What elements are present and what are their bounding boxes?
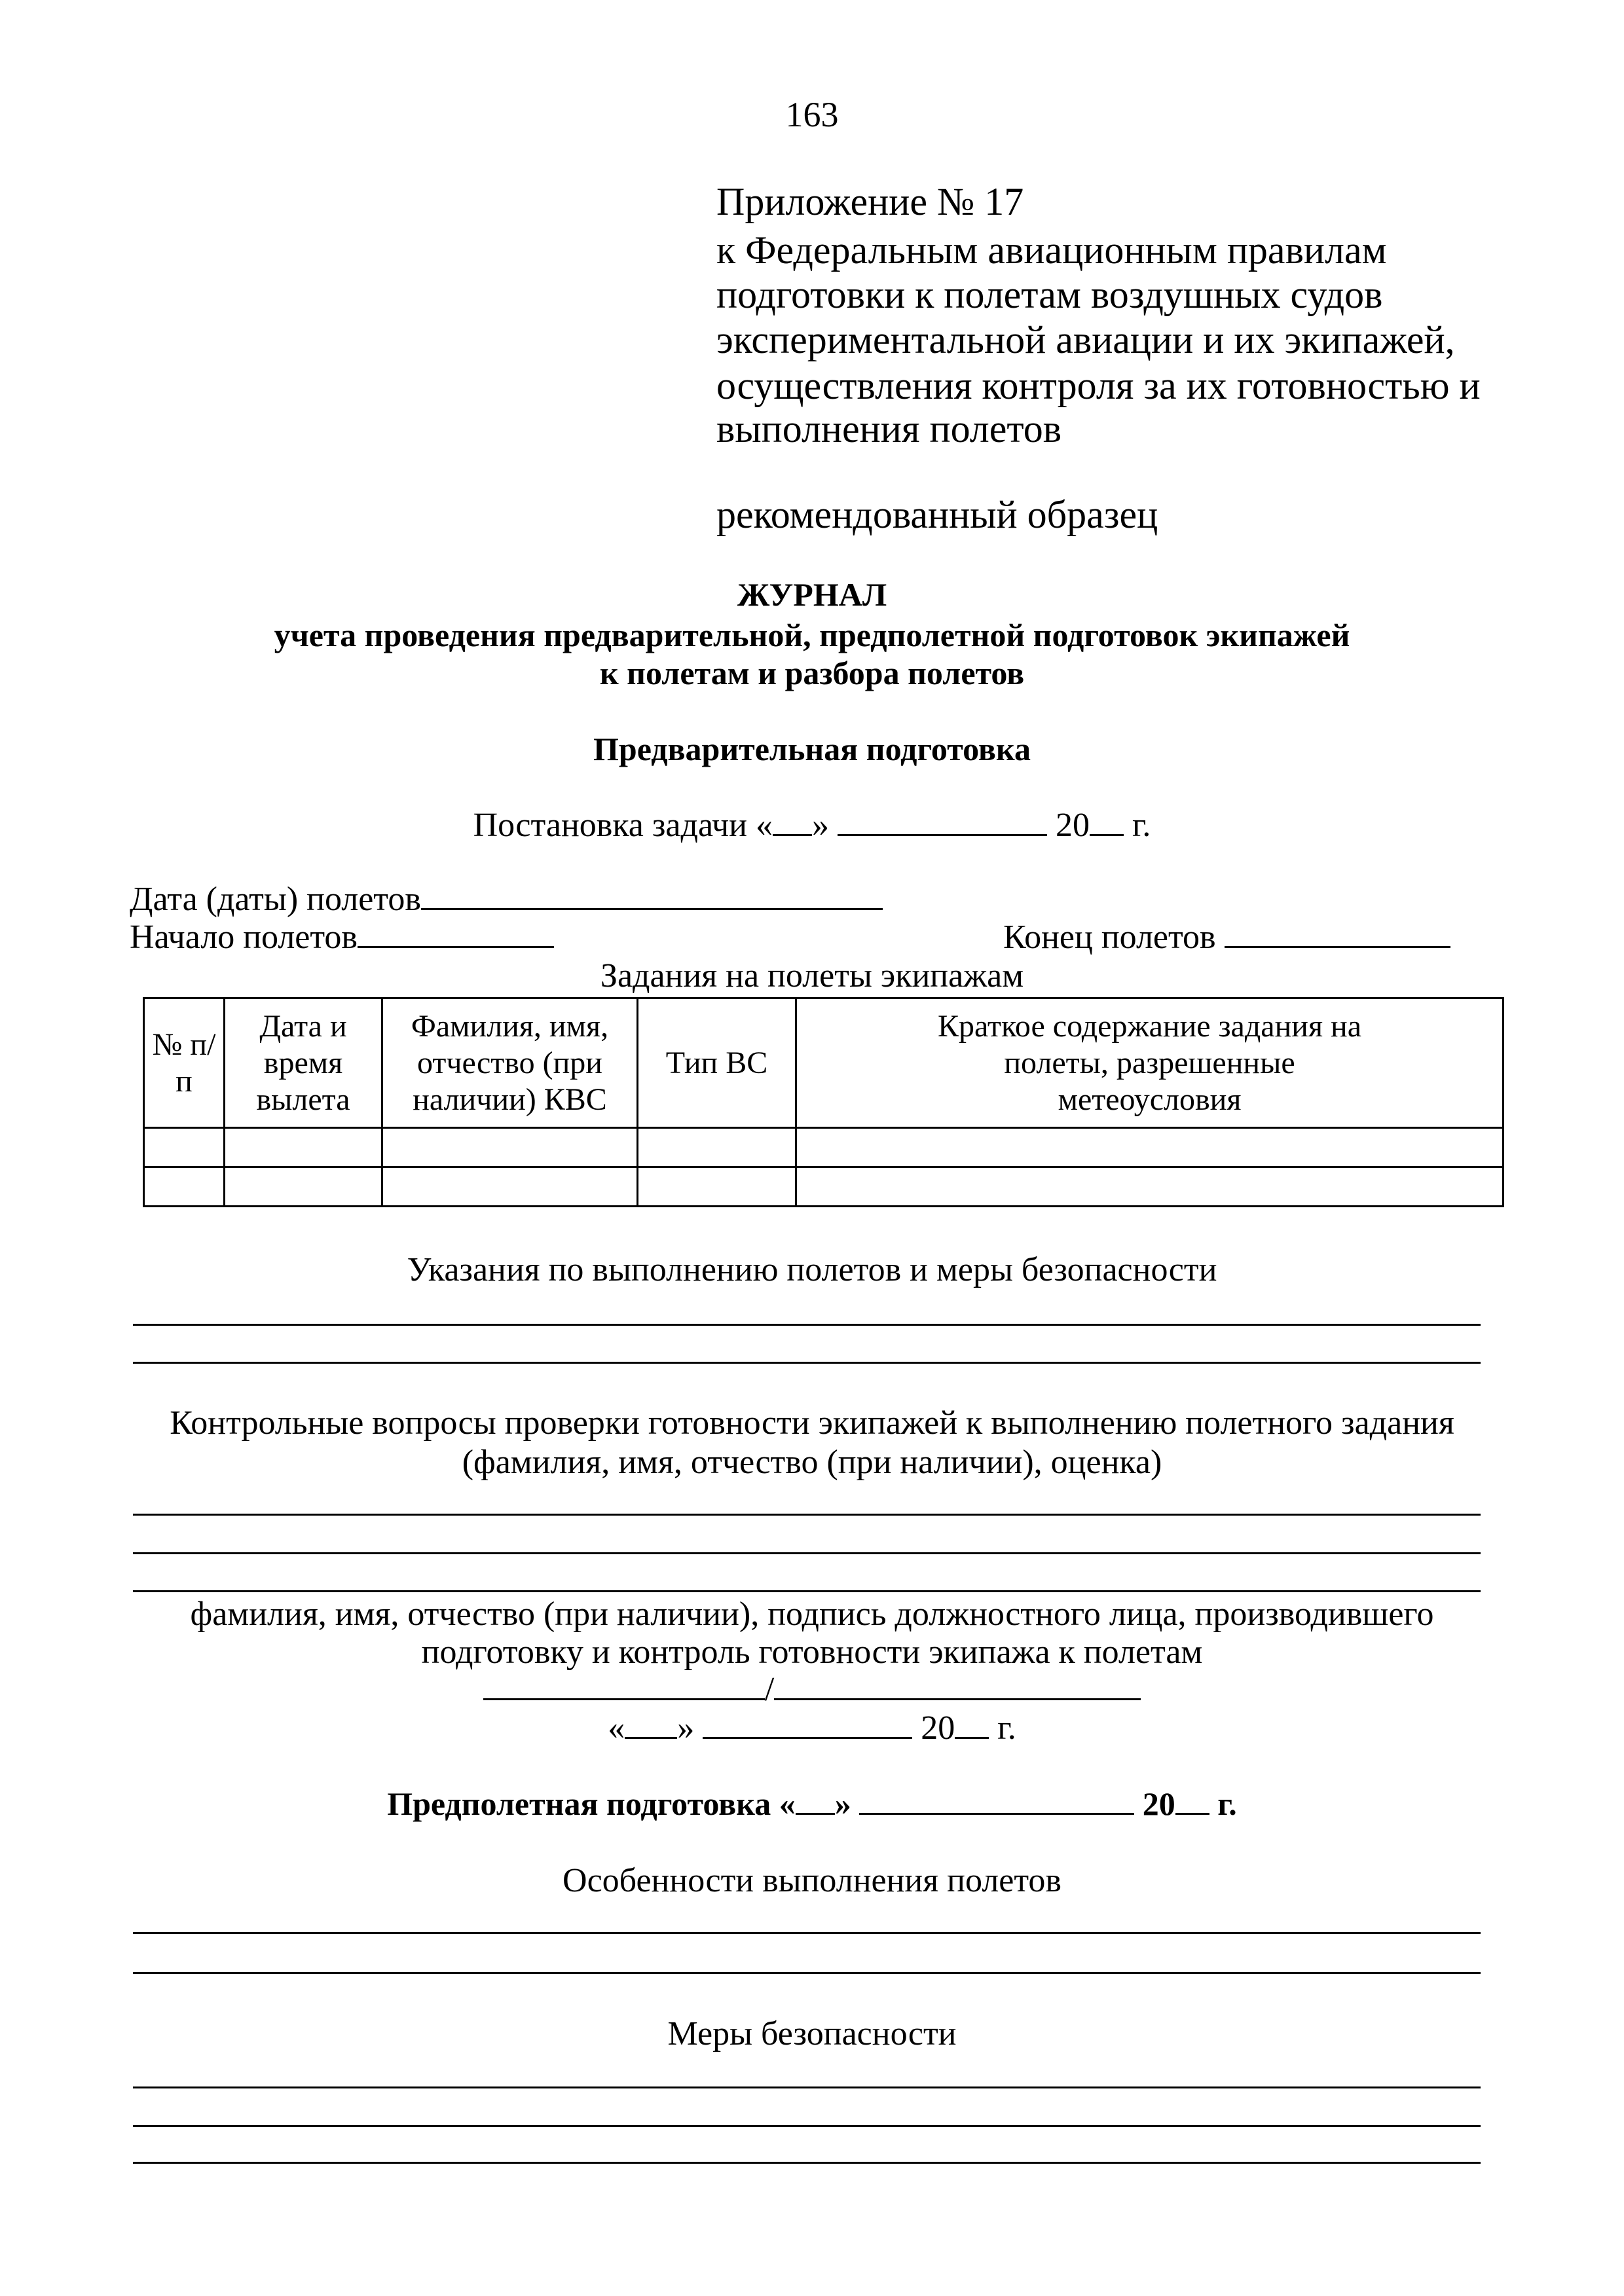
year-blank[interactable] <box>1090 805 1124 836</box>
document-subtitle: учета проведения предварительной, предполетной подготовок экипажей <box>274 617 1350 653</box>
col-header-commander: Фамилия, имя, отчество (при наличии) КВС <box>382 998 638 1128</box>
day-blank[interactable] <box>773 805 812 836</box>
official-caption: подготовку и контроль готовности экипажа к полетам <box>421 1633 1203 1671</box>
day-blank[interactable] <box>796 1784 835 1815</box>
signature-date-row <box>0 1708 1624 1748</box>
flight-end-row <box>1003 917 1450 957</box>
month-blank[interactable] <box>703 1708 912 1739</box>
date-open: « <box>608 1709 625 1747</box>
preflight-label: Предполетная подготовка « <box>387 1785 796 1822</box>
flight-start-blank[interactable] <box>358 917 554 948</box>
control-questions-sublabel: (фамилия, имя, отчество (при наличии), оценка) <box>462 1444 1162 1481</box>
col-header-datetime: Дата и время вылета <box>225 998 382 1128</box>
flight-dates-blank[interactable] <box>421 879 883 910</box>
safety-line[interactable] <box>133 2125 1481 2127</box>
year-blank[interactable] <box>955 1708 989 1739</box>
year-prefix: 20 <box>1055 807 1090 844</box>
flight-start-row <box>130 917 554 957</box>
table-cell[interactable] <box>225 1167 382 1207</box>
control-questions-line[interactable] <box>133 1514 1481 1516</box>
instructions-line[interactable] <box>133 1362 1481 1364</box>
control-questions-line[interactable] <box>133 1552 1481 1554</box>
features-label: Особенности выполнения полетов <box>563 1862 1061 1899</box>
date-close: » <box>677 1709 695 1747</box>
table-caption: Задания на полеты экипажам <box>600 957 1024 994</box>
page-number: 163 <box>785 95 839 134</box>
table-cell[interactable] <box>382 1128 638 1167</box>
table-cell[interactable] <box>638 1128 796 1167</box>
table-cell[interactable] <box>225 1128 382 1167</box>
year-suffix: г. <box>1132 807 1151 844</box>
year-suffix: г. <box>997 1709 1016 1747</box>
features-line[interactable] <box>133 1932 1481 1934</box>
col-header-task-summary: Краткое содержание задания на полеты, разрешенные метеоусловия <box>796 998 1504 1128</box>
sample-note: рекомендованный образец <box>716 493 1158 536</box>
year-blank[interactable] <box>1175 1784 1209 1815</box>
task-label: Постановка задачи « <box>473 807 773 844</box>
flight-dates-label: Дата (даты) полетов <box>130 881 421 918</box>
preflight-heading <box>0 1784 1624 1823</box>
table-cell[interactable] <box>144 1167 225 1207</box>
appendix-line: к Федеральным авиационным правилам <box>716 228 1387 272</box>
flight-dates-row <box>130 879 883 919</box>
table-cell[interactable] <box>144 1128 225 1167</box>
document-subtitle: к полетам и разбора полетов <box>599 655 1025 691</box>
month-blank[interactable] <box>838 805 1047 836</box>
control-questions-label: Контрольные вопросы проверки готовности экипажей к выполнению полетного задания <box>170 1404 1454 1442</box>
year-prefix: 20 <box>1142 1785 1175 1822</box>
table-cell[interactable] <box>796 1128 1504 1167</box>
table-row <box>144 1167 1504 1207</box>
document-title: ЖУРНАЛ <box>737 576 887 613</box>
quote-close: » <box>811 807 829 844</box>
signature-blank[interactable] <box>774 1669 1141 1700</box>
day-blank[interactable] <box>625 1708 677 1739</box>
year-suffix: г. <box>1217 1785 1237 1822</box>
table-cell[interactable] <box>382 1167 638 1207</box>
col-header-aircraft-type: Тип ВС <box>638 998 796 1128</box>
table-row <box>144 1128 1504 1167</box>
appendix-line: Приложение № 17 <box>716 180 1024 223</box>
appendix-line: экспериментальной авиации и их экипажей, <box>716 318 1455 361</box>
table-cell[interactable] <box>796 1167 1504 1207</box>
flight-start-label: Начало полетов <box>130 919 358 956</box>
flight-end-label: Конец полетов <box>1003 919 1216 956</box>
slash: / <box>764 1671 775 1708</box>
instructions-line[interactable] <box>133 1324 1481 1326</box>
year-prefix: 20 <box>921 1709 955 1747</box>
safety-line[interactable] <box>133 2162 1481 2164</box>
name-blank[interactable] <box>483 1669 765 1700</box>
col-header-number: № п/п <box>144 998 225 1128</box>
safety-line[interactable] <box>133 2086 1481 2088</box>
table-cell[interactable] <box>638 1167 796 1207</box>
instructions-label: Указания по выполнению полетов и меры безопасности <box>407 1251 1217 1288</box>
appendix-line: подготовки к полетам воздушных судов <box>716 273 1383 316</box>
appendix-line: выполнения полетов <box>716 407 1062 450</box>
quote-close: » <box>834 1785 851 1822</box>
crew-tasks-table <box>143 997 1504 1207</box>
control-questions-line[interactable] <box>133 1590 1481 1592</box>
appendix-line: осуществления контроля за их готовностью и <box>716 364 1481 407</box>
safety-label: Меры безопасности <box>667 2015 957 2052</box>
task-setting-date <box>0 805 1624 845</box>
preliminary-heading: Предварительная подготовка <box>593 731 1031 767</box>
official-caption: фамилия, имя, отчество (при наличии), подпись должностного лица, производившего <box>190 1595 1434 1633</box>
features-line[interactable] <box>133 1972 1481 1974</box>
flight-end-blank[interactable] <box>1225 917 1450 948</box>
signature-row <box>0 1669 1624 1709</box>
month-blank[interactable] <box>859 1784 1134 1815</box>
